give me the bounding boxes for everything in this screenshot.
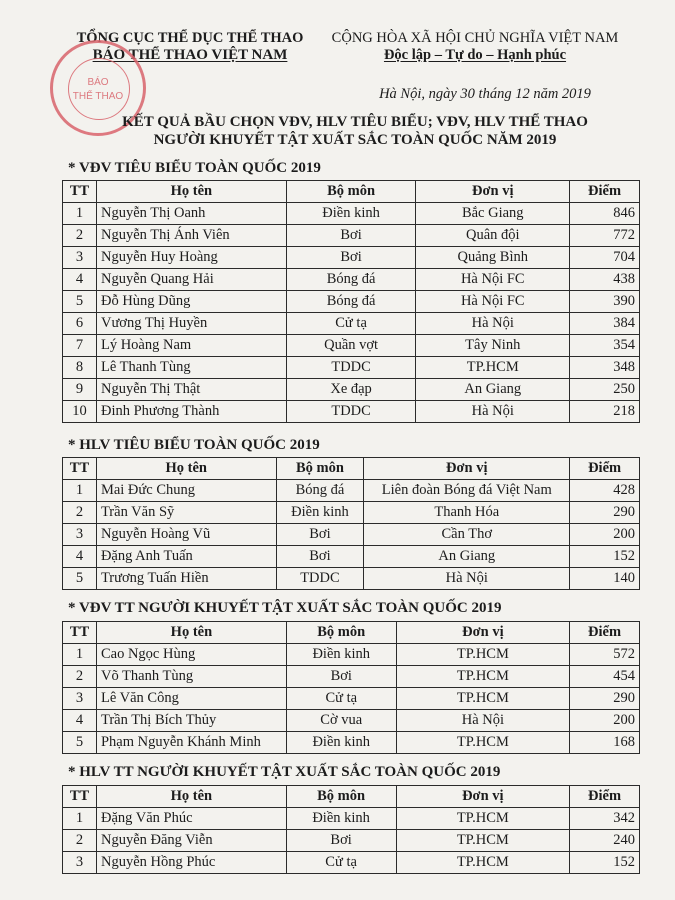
cell-unit: TP.HCM (396, 732, 569, 754)
cell-unit: Hà Nội FC (416, 291, 570, 313)
section-title: * HLV TT NGƯỜI KHUYẾT TẬT XUẤT SẮC TOÀN QUỐC 2019 (68, 764, 501, 780)
table-row (63, 379, 640, 401)
table-header-row (63, 786, 640, 808)
cell-tt: 3 (63, 688, 97, 710)
table-row (63, 568, 640, 590)
results-table (62, 621, 640, 754)
cell-sport: Cử tạ (286, 852, 396, 874)
cell-tt: 4 (63, 710, 97, 732)
cell-tt: 1 (63, 480, 97, 502)
cell-tt: 4 (63, 546, 97, 568)
cell-unit: Hà Nội (396, 710, 569, 732)
cell-score: 454 (570, 666, 640, 688)
cell-tt: 1 (63, 808, 97, 830)
stamp-line-1: BÁO (87, 77, 109, 88)
cell-name: Nguyễn Quang Hải (96, 269, 286, 291)
cell-score: 140 (570, 568, 640, 590)
header-score: Điểm (570, 786, 640, 808)
cell-unit: Liên đoàn Bóng đá Việt Nam (364, 480, 570, 502)
cell-tt: 5 (63, 568, 97, 590)
table-row (63, 808, 640, 830)
cell-sport: Bơi (286, 666, 396, 688)
cell-name: Nguyễn Thị Thật (96, 379, 286, 401)
cell-score: 348 (570, 357, 640, 379)
cell-name: Võ Thanh Tùng (96, 666, 286, 688)
cell-score: 704 (570, 247, 640, 269)
table-row (63, 688, 640, 710)
document-date: Hà Nội, ngày 30 tháng 12 năm 2019 (379, 86, 591, 102)
table-row (63, 666, 640, 688)
table-row (63, 357, 640, 379)
cell-unit: Hà Nội (364, 568, 570, 590)
header-tt: TT (63, 458, 97, 480)
cell-score: 438 (570, 269, 640, 291)
cell-score: 390 (570, 291, 640, 313)
header-sport: Bộ môn (286, 181, 416, 203)
table-header-row (63, 622, 640, 644)
cell-name: Nguyễn Hoàng Vũ (96, 524, 276, 546)
cell-score: 152 (570, 546, 640, 568)
table-row (63, 546, 640, 568)
cell-name: Đinh Phương Thành (96, 401, 286, 423)
cell-unit: TP.HCM (396, 688, 569, 710)
cell-unit: Quân đội (416, 225, 570, 247)
table-row (63, 830, 640, 852)
table-row (63, 225, 640, 247)
cell-tt: 1 (63, 644, 97, 666)
results-table (62, 785, 640, 874)
cell-name: Lê Thanh Tùng (96, 357, 286, 379)
cell-tt: 6 (63, 313, 97, 335)
cell-tt: 3 (63, 852, 97, 874)
cell-name: Trần Văn Sỹ (96, 502, 276, 524)
cell-sport: Bóng đá (276, 480, 364, 502)
cell-tt: 8 (63, 357, 97, 379)
stamp-line-2: THỂ THAO (72, 91, 124, 102)
cell-tt: 2 (63, 666, 97, 688)
cell-sport: Bơi (276, 524, 364, 546)
cell-sport: Bơi (286, 247, 416, 269)
cell-unit: TP.HCM (416, 357, 570, 379)
cell-score: 846 (570, 203, 640, 225)
cell-unit: TP.HCM (396, 852, 570, 874)
table-row (63, 401, 640, 423)
cell-name: Lê Văn Công (96, 688, 286, 710)
cell-name: Đặng Anh Tuấn (96, 546, 276, 568)
cell-unit: TP.HCM (396, 666, 569, 688)
table-row (63, 291, 640, 313)
cell-unit: Hà Nội FC (416, 269, 570, 291)
cell-tt: 2 (63, 225, 97, 247)
cell-name: Vương Thị Huyền (96, 313, 286, 335)
cell-unit: TP.HCM (396, 830, 570, 852)
cell-sport: Bơi (276, 546, 364, 568)
cell-unit: An Giang (416, 379, 570, 401)
cell-name: Nguyễn Thị Ánh Viên (96, 225, 286, 247)
header-unit: Đơn vị (416, 181, 570, 203)
cell-name: Mai Đức Chung (96, 480, 276, 502)
cell-tt: 4 (63, 269, 97, 291)
table-row (63, 480, 640, 502)
cell-sport: TDDC (286, 357, 416, 379)
cell-tt: 1 (63, 203, 97, 225)
cell-score: 342 (570, 808, 640, 830)
cell-sport: Cờ vua (286, 710, 396, 732)
header-score: Điểm (570, 181, 640, 203)
header-unit: Đơn vị (396, 622, 569, 644)
cell-name: Phạm Nguyễn Khánh Minh (96, 732, 286, 754)
cell-sport: TDDC (286, 401, 416, 423)
national-motto: Độc lập – Tự do – Hạnh phúc (383, 47, 567, 63)
table-row (63, 247, 640, 269)
results-table (62, 457, 640, 590)
header-sport: Bộ môn (286, 622, 396, 644)
national-heading (310, 30, 640, 64)
cell-score: 218 (570, 401, 640, 423)
table-row (63, 732, 640, 754)
cell-unit: TP.HCM (396, 808, 570, 830)
table-row (63, 269, 640, 291)
cell-unit: Thanh Hóa (364, 502, 570, 524)
cell-name: Đặng Văn Phúc (96, 808, 286, 830)
agency-name: TỔNG CỤC THỂ DỤC THỂ THAO (76, 30, 304, 46)
cell-sport: Điền kinh (276, 502, 364, 524)
cell-unit: Hà Nội (416, 401, 570, 423)
cell-sport: Bóng đá (286, 291, 416, 313)
cell-name: Trương Tuấn Hiền (96, 568, 276, 590)
cell-tt: 9 (63, 379, 97, 401)
cell-sport: Điền kinh (286, 808, 396, 830)
cell-sport: Điền kinh (286, 644, 396, 666)
table-header-row (63, 181, 640, 203)
section-title: * VĐV TT NGƯỜI KHUYẾT TẬT XUẤT SẮC TOÀN QUỐC 2019 (68, 600, 502, 616)
cell-sport: Quần vợt (286, 335, 416, 357)
table-row (63, 524, 640, 546)
cell-score: 772 (570, 225, 640, 247)
table-row (63, 335, 640, 357)
header-name: Họ tên (96, 181, 286, 203)
header-name: Họ tên (96, 786, 286, 808)
title-line-1: KẾT QUẢ BẦU CHỌN VĐV, HLV TIÊU BIỂU; VĐV, HLV THỂ THAO (122, 114, 588, 130)
cell-score: 384 (570, 313, 640, 335)
cell-tt: 2 (63, 502, 97, 524)
results-table (62, 180, 640, 423)
cell-unit: Quảng Bình (416, 247, 570, 269)
section-title: * VĐV TIÊU BIỂU TOÀN QUỐC 2019 (68, 160, 321, 176)
cell-score: 200 (570, 524, 640, 546)
newspaper-name: BÁO THỂ THAO VIỆT NAM (92, 47, 288, 63)
table-header-row (63, 458, 640, 480)
cell-name: Nguyễn Huy Hoàng (96, 247, 286, 269)
header-name: Họ tên (96, 622, 286, 644)
cell-score: 152 (570, 852, 640, 874)
header-tt: TT (63, 786, 97, 808)
cell-name: Nguyễn Đăng Viễn (96, 830, 286, 852)
cell-name: Đỗ Hùng Dũng (96, 291, 286, 313)
cell-sport: Điền kinh (286, 203, 416, 225)
cell-score: 428 (570, 480, 640, 502)
cell-sport: Điền kinh (286, 732, 396, 754)
cell-tt: 3 (63, 247, 97, 269)
cell-score: 200 (570, 710, 640, 732)
section-title: * HLV TIÊU BIỂU TOÀN QUỐC 2019 (68, 437, 320, 453)
header-score: Điểm (570, 458, 640, 480)
header-unit: Đơn vị (396, 786, 570, 808)
header-name: Họ tên (96, 458, 276, 480)
cell-score: 250 (570, 379, 640, 401)
table-row (63, 710, 640, 732)
cell-unit: Cần Thơ (364, 524, 570, 546)
cell-name: Lý Hoàng Nam (96, 335, 286, 357)
header-tt: TT (63, 622, 97, 644)
cell-score: 290 (570, 688, 640, 710)
cell-unit: An Giang (364, 546, 570, 568)
cell-sport: Bơi (286, 225, 416, 247)
table-row (63, 502, 640, 524)
cell-unit: TP.HCM (396, 644, 569, 666)
table-row (63, 644, 640, 666)
header-sport: Bộ môn (276, 458, 364, 480)
cell-sport: Bơi (286, 830, 396, 852)
document-title (70, 113, 640, 149)
cell-unit: Tây Ninh (416, 335, 570, 357)
cell-tt: 5 (63, 291, 97, 313)
cell-tt: 2 (63, 830, 97, 852)
cell-sport: Cử tạ (286, 688, 396, 710)
header-unit: Đơn vị (364, 458, 570, 480)
header-score: Điểm (570, 622, 640, 644)
cell-name: Nguyễn Hồng Phúc (96, 852, 286, 874)
cell-name: Cao Ngọc Hùng (96, 644, 286, 666)
cell-score: 354 (570, 335, 640, 357)
cell-sport: TDDC (276, 568, 364, 590)
cell-score: 290 (570, 502, 640, 524)
cell-name: Nguyễn Thị Oanh (96, 203, 286, 225)
cell-sport: Cử tạ (286, 313, 416, 335)
cell-unit: Hà Nội (416, 313, 570, 335)
cell-sport: Bóng đá (286, 269, 416, 291)
republic-name: CỘNG HÒA XÃ HỘI CHỦ NGHĨA VIỆT NAM (331, 30, 619, 46)
cell-tt: 10 (63, 401, 97, 423)
title-line-2: NGƯỜI KHUYẾT TẬT XUẤT SẮC TOÀN QUỐC NĂM 2019 (153, 132, 557, 148)
header-tt: TT (63, 181, 97, 203)
cell-tt: 7 (63, 335, 97, 357)
table-row (63, 203, 640, 225)
cell-sport: Xe đạp (286, 379, 416, 401)
cell-unit: Bắc Giang (416, 203, 570, 225)
cell-tt: 3 (63, 524, 97, 546)
cell-tt: 5 (63, 732, 97, 754)
cell-score: 168 (570, 732, 640, 754)
table-row (63, 852, 640, 874)
cell-score: 572 (570, 644, 640, 666)
cell-name: Trần Thị Bích Thủy (96, 710, 286, 732)
cell-score: 240 (570, 830, 640, 852)
table-row (63, 313, 640, 335)
header-sport: Bộ môn (286, 786, 396, 808)
